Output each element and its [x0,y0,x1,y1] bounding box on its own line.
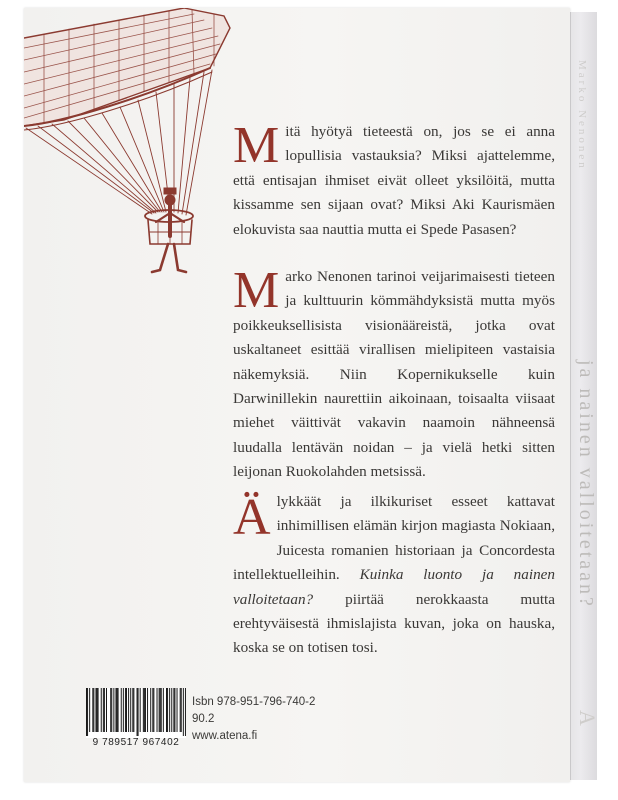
barcode-bar [89,688,90,732]
barcode-bar [101,688,102,732]
barcode-bar [185,688,186,736]
barcode-bar [118,688,119,732]
barcode [86,688,186,738]
barcode-bar [161,688,162,732]
paragraph-text: piirtää nerokkaasta mutta erehtyväisestä ihmislajista kuvan, joka on hauska, koska se on totisen tosi. [233,590,555,657]
barcode-bar [163,688,164,732]
barcode-bar [171,688,172,732]
barcode-bar [125,688,126,732]
publisher-url[interactable]: www.atena.fi [192,730,258,742]
barcode-bar [166,688,167,732]
intro-paragraph [233,117,555,242]
barcode-bar [130,688,131,732]
spine-title: ja nainen valloitetaan? [575,360,597,609]
barcode-bar [98,688,99,732]
author-paragraph [233,262,555,485]
drop-cap: M [233,262,280,319]
barcode-bar [126,688,127,732]
book-title-italic: Kuinka luonto ja nainen valloitetaan? [233,566,555,608]
spine-text [574,60,600,760]
isbn-text: Isbn 978-951-796-740-2 [192,696,316,708]
drop-cap: M [233,117,280,174]
barcode-bar [180,688,181,732]
barcode-bar [140,688,141,732]
drop-cap: Ä [233,489,271,546]
essays-paragraph [233,490,555,661]
barcode-bar [177,688,178,732]
barcode-bar [95,688,96,732]
barcode-bar [137,688,138,736]
paragraph-text: arko Nenonen tarinoi veijarimaisesti tieteen ja kulttuurin kömmähdyksistä mutta myös poikkeuksellisista visionääreistä, jotka ovat uskaltaneet esittää virallisen mielipiteen vastaisia näkemyksiä. Niin Kopernikukselle kuin Darwinillekin naurettiin aikoinaan, toisaalta viisaat miehet väittivät vakavin naamoin nähneensä luudalla lentävän noidan – ja vielä hetki sitten leijonan Ruokolahden metsissä. [233,268,555,481]
barcode-bar [103,688,104,732]
barcode-bar [106,688,107,732]
barcode-bar [159,688,160,732]
barcode-bar [113,688,114,732]
barcode-bar [167,688,168,732]
barcode-bar [160,688,161,732]
barcode-bar [183,688,184,736]
barcode-bar [121,688,122,732]
barcode-bar [93,688,94,732]
barcode-bar [152,688,153,732]
barcode-bar [138,688,139,736]
barcode-bar [92,688,93,732]
barcode-bar [104,688,105,732]
classification-text: 90.2 [192,713,215,725]
barcode-bar [157,688,158,732]
barcode-digits: 9 789517 967402 [92,737,180,748]
barcode-bar [97,688,98,732]
barcode-bar [181,688,182,732]
barcode-bar [144,688,145,732]
spine-author: Marko Nenonen [576,60,588,171]
barcode-bar [115,688,116,732]
barcode-bar [117,688,118,732]
barcode-bar [87,688,88,736]
paragraph-text: itä hyötyä tieteestä on, jos se ei anna lopullisia vastauksia? Miksi ajattelemme, että entisajan ihmiset eivät olleet yksilöitä, mutta kissamme sen sijaan ovat? Miksi Aki Kaurismäen elokuvista saa nauttia mutta ei Spede Pasasen? [233,123,555,238]
barcode-bar [150,688,151,732]
barcode-bar [110,688,111,732]
barcode-bar [147,688,148,732]
barcode-bar [123,688,124,732]
barcode-bar [174,688,175,732]
parachute-illustration [24,8,234,298]
barcode-bar [133,688,134,732]
barcode-bar [145,688,146,732]
spine-publisher-logo: A [575,710,600,729]
barcode-bar [132,688,133,732]
publisher-info [192,694,315,745]
barcode-bar [173,688,174,732]
paragraph-text: lykkäät ja ilkikuriset esseet kattavat inhimillisen elämän kirjon magiasta Nokiaan, Juicesta romanien historiaan ja Concordesta intellektuelleihin. [233,493,555,584]
barcode-bar [143,688,144,732]
barcode-bar [169,688,170,732]
barcode-bar [153,688,154,732]
barcode-bar [86,688,87,736]
barcode-bar [128,688,129,732]
barcode-bar [111,688,112,732]
